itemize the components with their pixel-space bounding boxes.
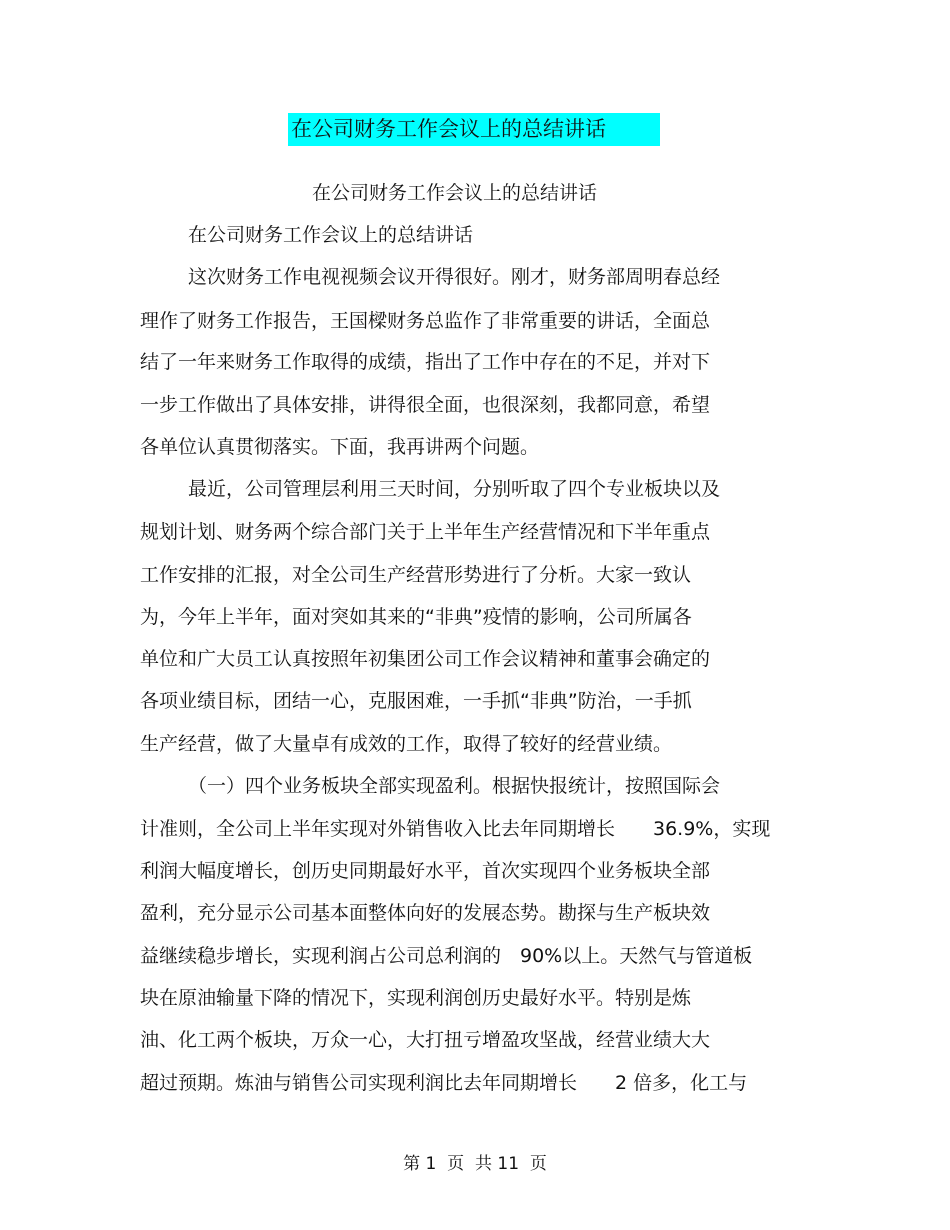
body-line: 单位和广大员工认真按照年初集团公司工作会议精神和董事会确定的 — [140, 648, 711, 670]
body-line: 各单位认真贯彻落实。下面，我再讲两个问题。 — [140, 436, 540, 458]
body-line: 生产经营，做了大量卓有成效的工作，取得了较好的经营业绩。 — [140, 733, 673, 755]
body-line: 超过预期。炼油与销售公司实现利润比去年同期增长 2 倍多，化工与 — [140, 1072, 748, 1094]
highlighted-title: 在公司财务工作会议上的总结讲话 — [288, 113, 660, 146]
body-line: 工作安排的汇报，对全公司生产经营形势进行了分析。大家一致认 — [140, 564, 692, 586]
body-line: 规划计划、财务两个综合部门关于上半年生产经营情况和下半年重点 — [140, 521, 711, 543]
body-line: 利润大幅度增长，创历史同期最好水平，首次实现四个业务板块全部 — [140, 860, 711, 882]
body-line: 块在原油输量下降的情况下，实现利润创历史最好水平。特别是炼 — [140, 987, 692, 1009]
body-line: 结了一年来财务工作取得的成绩，指出了工作中存在的不足，并对下 — [140, 351, 711, 373]
body-line: 计准则，全公司上半年实现对外销售收入比去年同期增长 36.9%，实现 — [140, 818, 771, 840]
subtitle: 在公司财务工作会议上的总结讲话 — [312, 182, 598, 204]
body-line: 益继续稳步增长，实现利润占公司总利润的 90%以上。天然气与管道板 — [140, 945, 753, 967]
body-line: 这次财务工作电视视频会议开得很好。刚才，财务部周明春总经 — [188, 266, 721, 288]
body-line: （一）四个业务板块全部实现盈利。根据快报统计，按照国际会 — [188, 775, 721, 797]
body-line: 盈利，充分显示公司基本面整体向好的发展态势。勘探与生产板块效 — [140, 902, 711, 924]
repeat-title: 在公司财务工作会议上的总结讲话 — [188, 224, 474, 246]
body-line: 为，今年上半年，面对突如其来的“非典”疫情的影响，公司所属各 — [140, 606, 692, 628]
body-line: 最近，公司管理层利用三天时间，分别听取了四个专业板块以及 — [188, 478, 721, 500]
body-line: 一步工作做出了具体安排，讲得很全面，也很深刻，我都同意，希望 — [140, 394, 711, 416]
page-footer: 第 1 页 共 11 页 — [403, 1154, 547, 1174]
body-line: 理作了财务工作报告，王国樑财务总监作了非常重要的讲话，全面总 — [140, 310, 711, 332]
body-line: 油、化工两个板块，万众一心，大打扭亏增盈攻坚战，经营业绩大大 — [140, 1029, 711, 1051]
body-line: 各项业绩目标，团结一心，克服困难，一手抓“非典”防治，一手抓 — [140, 690, 692, 712]
